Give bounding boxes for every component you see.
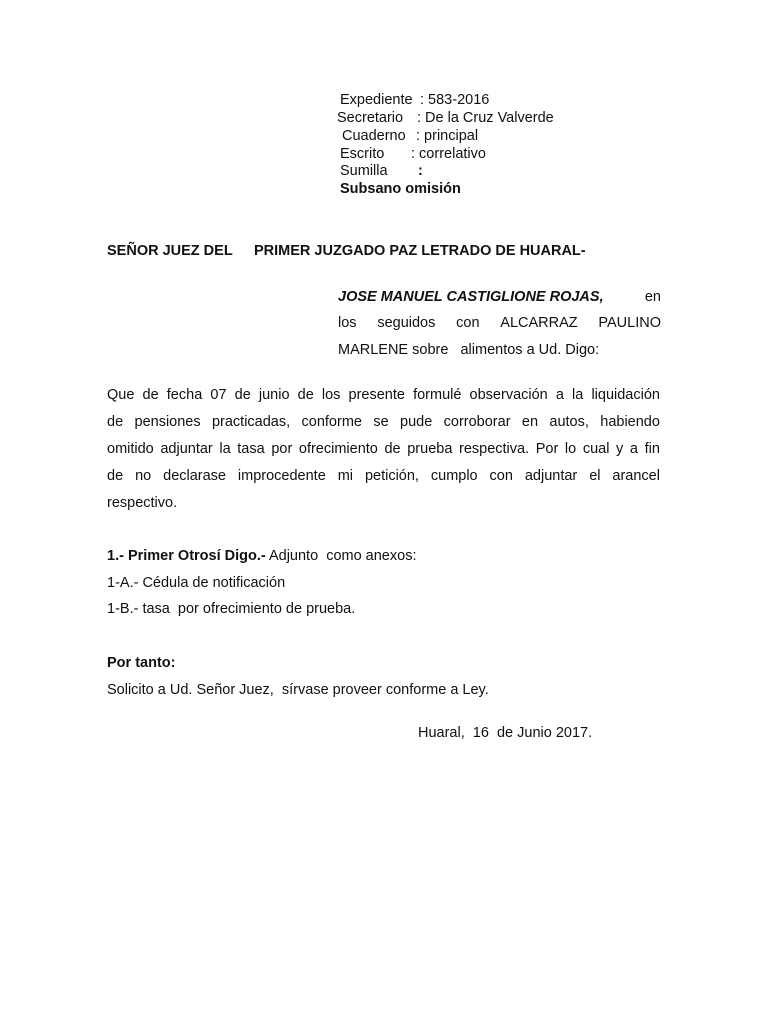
body-line-4 <box>107 467 660 485</box>
body-word: fin <box>644 441 660 457</box>
body-word: respectiva. <box>459 441 530 457</box>
body-word: 07 <box>210 387 227 403</box>
body-word: de <box>234 387 251 403</box>
body-word: lo <box>564 441 577 457</box>
secretario-label: Secretario <box>337 110 404 126</box>
intro-word: con <box>456 315 480 331</box>
body-word: cumplo <box>430 468 478 484</box>
body-word: junio <box>258 387 290 403</box>
body-word: habiendo <box>600 414 660 430</box>
por-tanto-heading: Por tanto: <box>107 655 176 671</box>
otrosi-item-a: 1-A.- Cédula de notificación <box>107 575 286 591</box>
body-word: adjuntar <box>524 468 578 484</box>
body-word: se <box>373 414 389 430</box>
escrito-value: : correlativo <box>411 146 486 162</box>
body-word: mi <box>337 468 354 484</box>
cuaderno-label: Cuaderno <box>342 128 406 144</box>
body-word: omitido <box>107 441 154 457</box>
intro-word: los <box>338 315 357 331</box>
body-word: practicadas, <box>211 414 291 430</box>
secretario-value: : De la Cruz Valverde <box>417 110 554 126</box>
body-word: prueba <box>407 441 453 457</box>
body-word: corroborar <box>443 414 511 430</box>
body-line-2 <box>107 413 660 431</box>
body-word: Que <box>107 387 135 403</box>
intro-line-1 <box>338 288 661 306</box>
body-word: observación <box>469 387 548 403</box>
body-word: Por <box>535 441 559 457</box>
body-word: de <box>297 387 314 403</box>
body-word: autos, <box>549 414 589 430</box>
body-word: por <box>271 441 293 457</box>
sumilla-colon: : <box>418 163 423 179</box>
intro-word: en <box>644 289 661 305</box>
party-name: JOSE MANUEL CASTIGLIONE ROJAS, <box>338 289 604 305</box>
sumilla-text: Subsano omisión <box>340 181 461 197</box>
body-word: en <box>521 414 539 430</box>
body-word: cual <box>582 441 610 457</box>
body-word: y <box>616 441 624 457</box>
body-word: liquidación <box>591 387 660 403</box>
body-word: a <box>629 441 638 457</box>
body-line-1 <box>107 386 660 404</box>
body-word: improcedente <box>237 468 326 484</box>
intro-line-2 <box>338 314 661 332</box>
body-word: declarase <box>163 468 226 484</box>
body-word: conforme <box>301 414 362 430</box>
place-date: Huaral, 16 de Junio 2017. <box>418 725 593 741</box>
body-word: a <box>555 387 564 403</box>
body-word: de <box>142 387 159 403</box>
expediente-value: : 583-2016 <box>420 92 490 108</box>
body-word: pude <box>400 414 433 430</box>
body-word: presente <box>348 387 405 403</box>
intro-word: ALCARRAZ <box>500 315 578 331</box>
body-word: la <box>572 387 584 403</box>
addressee-part2: PRIMER JUZGADO PAZ LETRADO DE HUARAL- <box>254 243 586 259</box>
closing-request: Solicito a Ud. Señor Juez, sírvase proveer conforme a Ley. <box>107 682 489 698</box>
intro-word: seguidos <box>377 315 436 331</box>
body-word: el <box>589 468 601 484</box>
body-word: de <box>107 468 124 484</box>
intro-line-3: MARLENE sobre alimentos a Ud. Digo: <box>338 342 600 358</box>
otrosi-heading-rest: Adjunto como anexos: <box>265 548 417 564</box>
body-word: tasa <box>237 441 265 457</box>
body-word: de <box>384 441 401 457</box>
sumilla-label: Sumilla <box>340 163 388 179</box>
body-word: los <box>321 387 341 403</box>
body-word: con <box>489 468 513 484</box>
body-line-5: respectivo. <box>107 495 178 511</box>
body-word: adjuntar <box>160 441 213 457</box>
otrosi-heading-line <box>107 547 416 565</box>
body-word: de <box>107 414 124 430</box>
body-word: la <box>219 441 231 457</box>
body-word: arancel <box>612 468 660 484</box>
intro-word: PAULINO <box>598 315 661 331</box>
escrito-label: Escrito <box>340 146 385 162</box>
otrosi-item-b: 1-B.- tasa por ofrecimiento de prueba. <box>107 601 356 617</box>
body-word: formulé <box>413 387 462 403</box>
expediente-label: Expediente <box>340 92 413 108</box>
addressee-part1: SEÑOR JUEZ DEL <box>107 243 233 259</box>
body-word: ofrecimiento <box>298 441 378 457</box>
body-word: pensiones <box>134 414 201 430</box>
body-word: fecha <box>166 387 203 403</box>
body-word: no <box>135 468 152 484</box>
otrosi-heading: 1.- Primer Otrosí Digo.- <box>107 548 266 564</box>
body-word: petición, <box>364 468 419 484</box>
body-line-3 <box>107 440 660 458</box>
cuaderno-value: : principal <box>416 128 479 144</box>
